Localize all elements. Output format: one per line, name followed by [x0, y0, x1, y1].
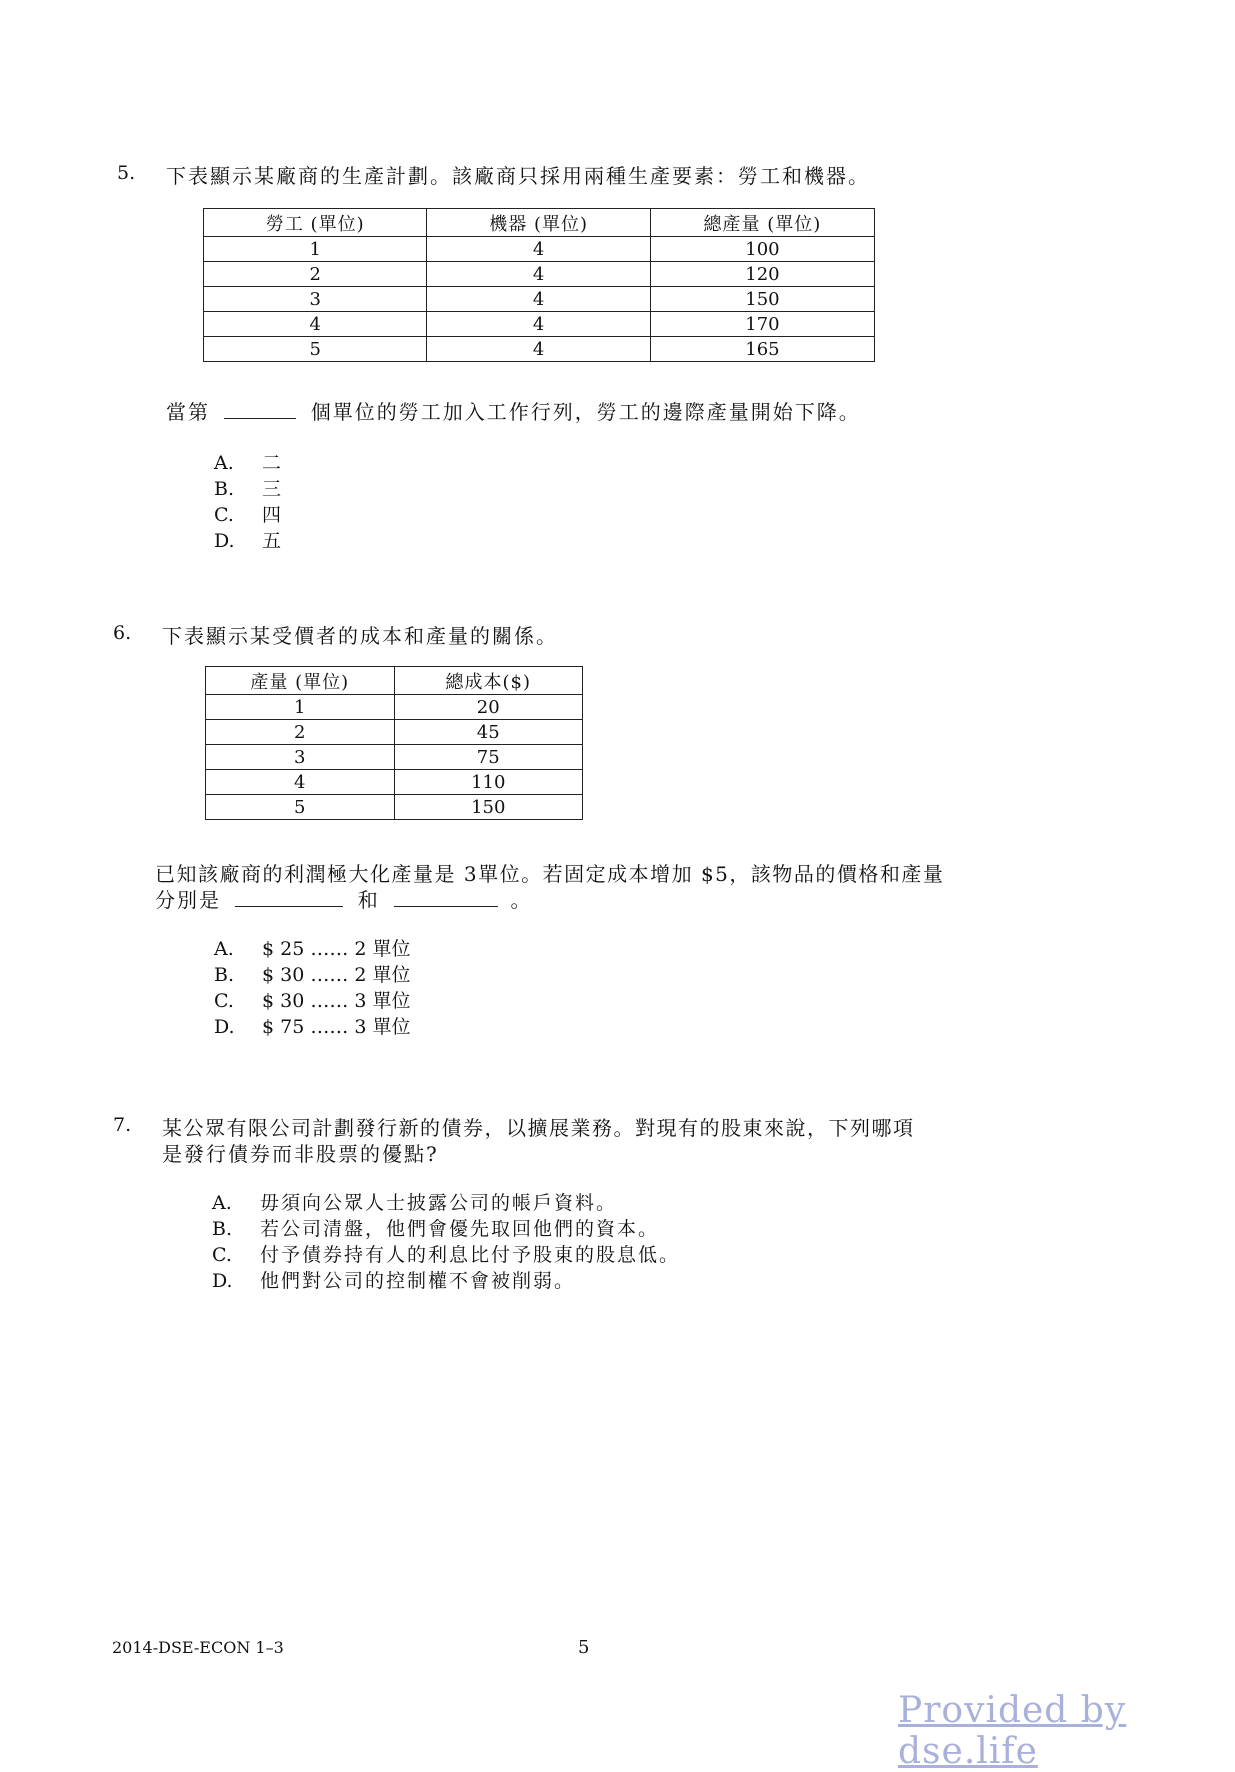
- table-header-row: [204, 209, 875, 237]
- q7-line1: 某公眾有限公司計劃發行新的債券，以擴展業務。對現有的股東來說，下列哪項: [162, 1116, 915, 1140]
- option-label: C.: [214, 504, 234, 526]
- table-cell: 75: [394, 745, 583, 770]
- option-label: C.: [214, 990, 234, 1012]
- table-cell: 110: [394, 770, 583, 795]
- q6-line2-mid: 和: [357, 888, 380, 912]
- option-text: 四: [262, 504, 282, 526]
- q6-line2-pre: 分別是: [155, 888, 221, 912]
- option-label: A.: [212, 1192, 232, 1214]
- q7-number: 7.: [113, 1114, 132, 1136]
- option-label: D.: [214, 530, 235, 552]
- option-text: $ 30 …… 2 單位: [262, 964, 411, 986]
- option-text: 毋須向公眾人士披露公司的帳戶資料。: [260, 1192, 618, 1214]
- table-row: [206, 770, 583, 795]
- table-row: [206, 695, 583, 720]
- table-row: [204, 312, 875, 337]
- q7-option-a: [212, 1188, 617, 1215]
- table-cell: 5: [206, 795, 395, 820]
- table-cell: 3: [206, 745, 395, 770]
- q5-option-d: [214, 526, 281, 553]
- option-text: $ 30 …… 3 單位: [262, 990, 411, 1012]
- table-cell: 4: [427, 262, 650, 287]
- option-text: 三: [262, 478, 282, 500]
- option-label: D.: [214, 1016, 235, 1038]
- table-cell: 4: [427, 237, 650, 262]
- q6-line2-post: 。: [510, 888, 533, 912]
- option-label: A.: [214, 938, 234, 960]
- option-text: 若公司清盤，他們會優先取回他們的資本。: [260, 1218, 660, 1240]
- q6-number: 6.: [113, 622, 132, 644]
- q6-header-output: 產量 (單位): [206, 667, 395, 695]
- table-cell: 1: [204, 237, 427, 262]
- option-label: B.: [212, 1218, 233, 1240]
- table-cell: 3: [204, 287, 427, 312]
- table-cell: 4: [206, 770, 395, 795]
- table-row: [204, 337, 875, 362]
- table-cell: 1: [206, 695, 395, 720]
- q5-question: [166, 396, 861, 425]
- q7-line2: 是發行債券而非股票的優點?: [162, 1142, 439, 1166]
- option-label: D.: [212, 1270, 233, 1292]
- q7-option-b: [212, 1214, 659, 1241]
- watermark-link[interactable]: Provided by dse.life: [898, 1690, 1127, 1772]
- q5-header-machine: 機器 (單位): [427, 209, 650, 237]
- table-cell: 4: [427, 312, 650, 337]
- option-label: C.: [212, 1244, 232, 1266]
- q5-option-c: [214, 500, 281, 527]
- option-text: $ 75 …… 3 單位: [262, 1016, 411, 1038]
- answer-blank: [224, 402, 296, 419]
- q6-option-c: [214, 986, 411, 1013]
- q5-header-output: 總產量 (單位): [650, 209, 874, 237]
- q6-line2: [155, 884, 532, 913]
- paper-code: 2014-DSE-ECON 1–3: [112, 1638, 284, 1657]
- table-cell: 165: [650, 337, 874, 362]
- q7-option-d: [212, 1266, 575, 1293]
- q5-header-labour: 勞工 (單位): [204, 209, 427, 237]
- q5-question-post: 個單位的勞工加入工作行列，勞工的邊際產量開始下降。: [310, 400, 861, 424]
- q5-stem: 下表顯示某廠商的生產計劃。該廠商只採用兩種生產要素：勞工和機器。: [166, 164, 870, 188]
- table-cell: 4: [427, 287, 650, 312]
- table-row: [204, 237, 875, 262]
- q5-question-pre: 當第: [166, 400, 210, 424]
- option-text: 二: [262, 452, 282, 474]
- q6-stem: 下表顯示某受價者的成本和產量的關係。: [162, 624, 558, 648]
- table-row: [204, 287, 875, 312]
- table-cell: 4: [427, 337, 650, 362]
- q7-option-c: [212, 1240, 680, 1267]
- table-cell: 100: [650, 237, 874, 262]
- answer-blank: [394, 890, 498, 907]
- option-label: B.: [214, 478, 235, 500]
- q6-option-d: [214, 1012, 411, 1039]
- q6-option-b: [214, 960, 411, 987]
- q6-option-a: [214, 934, 411, 961]
- table-cell: 120: [650, 262, 874, 287]
- answer-blank: [235, 890, 343, 907]
- q5-number: 5.: [117, 162, 136, 184]
- table-cell: 45: [394, 720, 583, 745]
- table-cell: 150: [394, 795, 583, 820]
- table-header-row: [206, 667, 583, 695]
- q6-table: [205, 666, 583, 820]
- q6-line1: 已知該廠商的利潤極大化產量是 3單位。若固定成本增加 $5，該物品的價格和產量: [155, 862, 945, 886]
- table-cell: 150: [650, 287, 874, 312]
- option-text: 付予債券持有人的利息比付予股東的股息低。: [260, 1244, 681, 1266]
- q5-table: [203, 208, 875, 362]
- q6-header-total-cost: 總成本($): [394, 667, 583, 695]
- table-cell: 20: [394, 695, 583, 720]
- option-text: $ 25 …… 2 單位: [262, 938, 411, 960]
- option-label: B.: [214, 964, 235, 986]
- table-cell: 2: [206, 720, 395, 745]
- table-cell: 2: [204, 262, 427, 287]
- option-label: A.: [214, 452, 234, 474]
- table-row: [206, 720, 583, 745]
- option-text: 他們對公司的控制權不會被削弱。: [260, 1270, 576, 1292]
- table-cell: 5: [204, 337, 427, 362]
- table-cell: 4: [204, 312, 427, 337]
- option-text: 五: [262, 530, 282, 552]
- q5-option-a: [214, 448, 281, 475]
- table-cell: 170: [650, 312, 874, 337]
- page-number: 5: [578, 1637, 590, 1658]
- table-row: [206, 795, 583, 820]
- q5-option-b: [214, 474, 281, 501]
- table-row: [204, 262, 875, 287]
- table-row: [206, 745, 583, 770]
